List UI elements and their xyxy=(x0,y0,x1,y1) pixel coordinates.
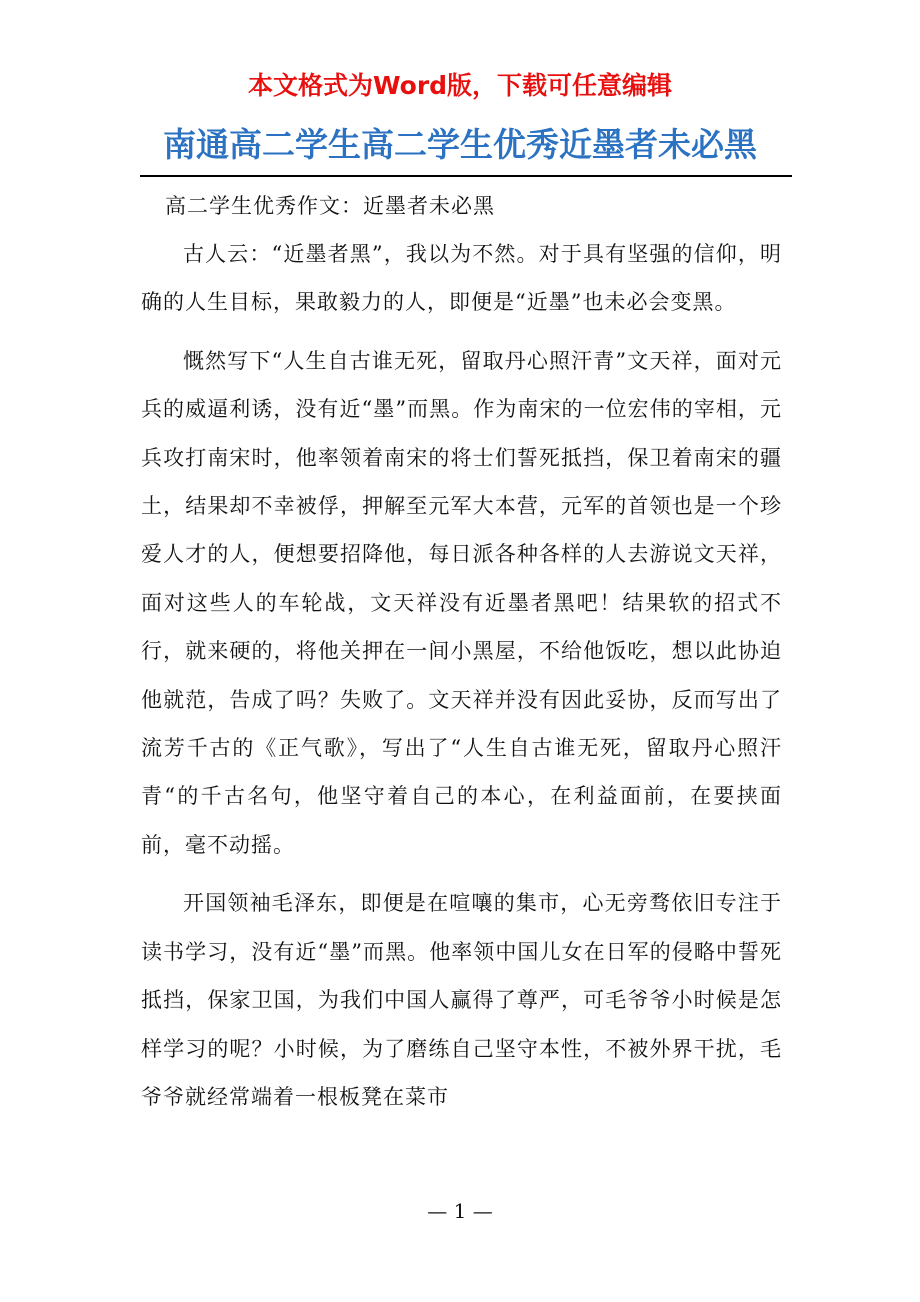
essay-body xyxy=(141,230,782,1131)
paragraph-2: 慨然写下“人生自古谁无死，留取丹心照汗青”文天祥，面对元兵的威逼利诱，没有近“墨”而黑。作为南宋的一位宏伟的宰相，元兵攻打南宋时，他率领着南宋的将士们誓死抵挡，保卫着南宋的疆土，结果却不幸被俘，押解至元军大本营，元军的首领也是一个珍爱人才的人，便想要招降他，每日派各种各样的人去游说文天祥，面对这些人的车轮战，文天祥没有近墨者黑吧！结果软的招式不行，就来硬的，将他关押在一间小黑屋，不给他饭吃，想以此协迫他就范，告成了吗？失败了。文天祥并没有因此妥协，反而写出了流芳千古的《正气歌》，写出了“人生自古谁无死，留取丹心照汗青“的千古名句，他坚守着自己的本心，在利益面前，在要挟面前，毫不动摇。 xyxy=(141,348,782,857)
format-notice: 本文格式为Word版，下载可任意编辑 xyxy=(247,71,673,100)
page-number: — 1 — xyxy=(427,1199,493,1223)
paragraph-3: 开国领袖毛泽东，即便是在喧嚷的集市，心无旁骛依旧专注于读书学习，没有近“墨”而黑。他率领中国儿女在日军的侵略中誓死抵挡，保家卫国，为我们中国人赢得了尊严，可毛爷爷小时候是怎样学习的呢？小时候，为了磨练自己坚守本性，不被外界干扰，毛爷爷就经常端着一根板凳在菜市 xyxy=(141,891,782,1109)
paragraph-1: 古人云：“近墨者黑”，我以为不然。对于具有坚强的信仰，明确的人生目标，果敢毅力的人，即便是“近墨”也未必会变黑。 xyxy=(141,242,782,315)
essay-subtitle: 高二学生优秀作文：近墨者未必黑 xyxy=(165,194,495,218)
document-title: 南通高二学生高二学生优秀近墨者未必黑 xyxy=(163,125,757,164)
title-divider xyxy=(140,175,792,177)
